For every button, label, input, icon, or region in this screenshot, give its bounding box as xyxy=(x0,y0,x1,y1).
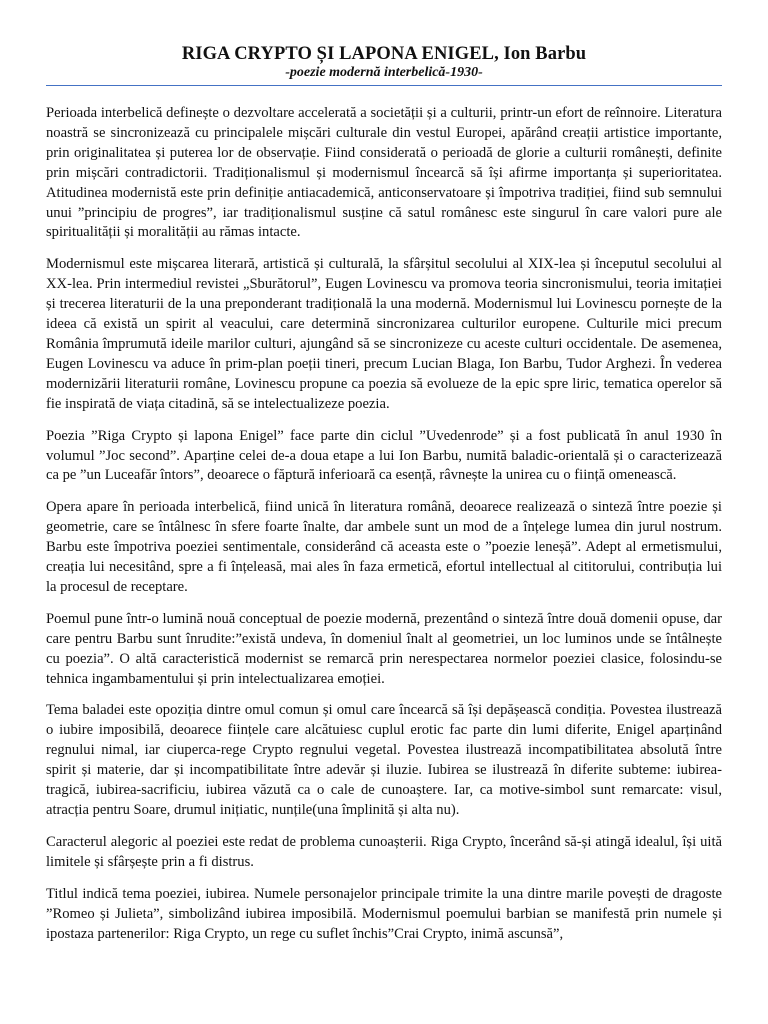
paragraph-4: Opera apare în perioada interbelică, fiind unică în literatura română, deoarece realizează o sinteză între poezie și geometrie, care se întâlnesc în sfere foarte înalte, dar ambele sunt un mod de a înțelege lumea din jurul nostrum. Barbu este împotriva poeziei sentimentale, considerând că aceasta este o ”poezie leneșă”. Adept al ermetismului, creația lui necesitând, spre a fi înțeleasă, mai ales în faza ermetică, efortul intellectual al cititorului, contribuția lui la procesul de receptare. xyxy=(46,499,722,595)
paragraph-2: Modernismul este mișcarea literară, artistică și culturală, la sfârșitul secolului al XIX-lea și începutul secolului al XX-lea. Prin intermediul revistei „Sburătorul”, Eugen Lovinescu va promova teoria sincronismului, teoria imitației și trecerea literaturii de la una preponderant tradițională la una modernă. Modernismul lui Lovinescu pornește de la ideea că există un spirit al veacului, care determină sincronizarea culturilor europene. Culturile mici precum România împrumută ideile marilor culturi, ajungând să se sincronizeze cu aceste culturi occidentale. De asemenea, Eugen Lovinescu va aduce în prim-plan poeții tineri, precum Lucian Blaga, Ion Barbu, Tudor Arghezi. În vederea modernizării literaturii române, Lovinescu propune ca poezia să evolueze de la epic spre liric, tematica operelor să fie inspirată de viața citadină, să se intelectualizeze poezia. xyxy=(46,256,722,412)
document-header xyxy=(46,44,722,82)
header-divider xyxy=(46,85,722,86)
paragraph-3: Poezia ”Riga Crypto și lapona Enigel” face parte din ciclul ”Uvedenrode” și a fost publicată în anul 1930 în volumul ”Joc second”. Aparține celei de-a doua etape a lui Ion Barbu, numită baladic-orientală și o caracterizează ca pe ”un Luceafăr întors”, deoarece o făptură inferioară ca esență, râvnește la unirea cu o ființă omenească. xyxy=(46,427,722,484)
paragraph-1: Perioada interbelică definește o dezvoltare accelerată a societății și a culturii, printr-un efort de reînnoire. Literatura noastră se sincronizează cu principalele mișcări culturale din vestul Europei, apărând creații artistice importante, prin originalitatea și puterea lor de observație. Fiind considerată o perioadă de glorie a culturii românești, definite prin mișcări contradictorii. Tradiționalismul și modernismul încearcă să își afirme importanța și superioritatea. Atitudinea modernistă este prin definiție antiacademică, anticonservatoare și împotriva tradiției, fiind sub semnului unui ”principiu de progres”, iar tradiționalismul susține că satul românesc este singurul în care valori pure ale spiritualității și moralității au rămas intacte. xyxy=(46,105,722,241)
paragraph-5: Poemul pune într-o lumină nouă conceptual de poezie modernă, prezentând o sinteză între două domenii opuse, dar care pentru Barbu sunt înrudite:”există undeva, în domeniul înalt al geometriei, un loc luminos unde se întâlnește cu poezia”. O altă caracteristică modernist se remarcă prin nerespectarea normelor poeziei clasice, folosindu-se tehnica ingambamentului și prin intelectualizarea emoției. xyxy=(46,610,722,687)
document-body xyxy=(46,104,722,956)
paragraph-8: Titlul indică tema poeziei, iubirea. Numele personajelor principale trimite la una dintre marile povești de dragoste ”Romeo și Julieta”, simbolizând iubirea imposibilă. Modernismul poemului barbian se manifestă prin numele și ipostaza partenerilor: Riga Crypto, un rege cu suflet închis”Crai Crypto, inimă ascunsă”, xyxy=(46,885,722,942)
paragraph-7: Caracterul alegoric al poeziei este redat de problema cunoașterii. Riga Crypto, încerând să-și atingă idealul, își uită limitele și sfârșește prin a fi distrus. xyxy=(46,833,722,870)
document-title: RIGA CRYPTO ȘI LAPONA ENIGEL, Ion Barbu xyxy=(181,44,587,64)
document-subtitle: -poezie modernă interbelică-1930- xyxy=(285,65,483,80)
paragraph-6: Tema baladei este opoziția dintre omul comun și omul care încearcă să își depășească condiția. Povestea ilustrează o iubire imposibilă, deoarece ființele care alcătuiesc cuplul erotic fac parte din lumi diferite, Enigel aparținând regnului nimal, iar ciuperca-rege Crypto regnului vegetal. Povestea ilustrează incompatibilitatea absolută între spirit și materie, dar și incompatibilitate între adevăr și iluzie. Iubirea se ilustrează în diferite subteme: iubirea-tragică, iubirea-sacrificiu, iubirea văzută ca o cale de cunoaștere. Iar, ca motive-simbol sunt remarcate: visul, atracția pentru Soare, drumul inițiatic, nunțile(una împlinită și alta nu). xyxy=(46,702,722,818)
